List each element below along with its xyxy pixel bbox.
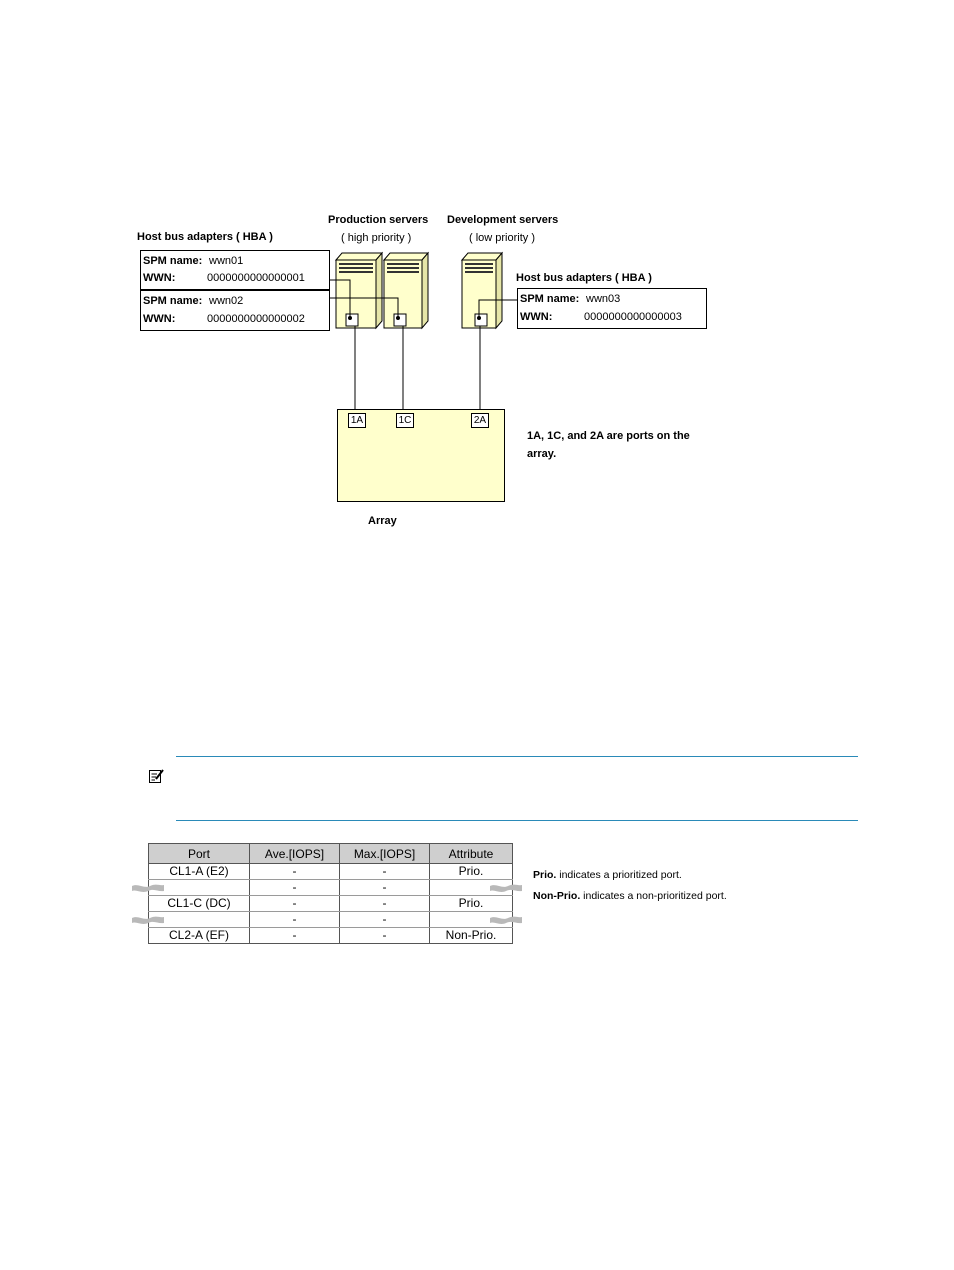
cell-attribute: Prio. (430, 864, 513, 880)
torn-edge-marks (130, 880, 530, 930)
legend-nonprio-text: indicates a non-prioritized port. (580, 890, 727, 902)
spm-name-label: SPM name: (143, 255, 203, 267)
hba-port-1 (346, 314, 358, 326)
array-port-1a: 1A (348, 413, 366, 428)
hba-port-2 (394, 314, 406, 326)
ports-note-line-1: 1A, 1C, and 2A are ports on the (527, 430, 690, 442)
wwn-label: WWN: (143, 272, 176, 284)
hba-left-title: Host bus adapters ( HBA ) (137, 231, 273, 243)
wwn-value: 0000000000000003 (584, 311, 682, 323)
legend-prio-key: Prio. (533, 869, 557, 881)
col-ave-iops: Ave.[IOPS] (250, 844, 340, 864)
legend-prio-text: indicates a prioritized port. (556, 869, 682, 881)
legend-prio (533, 869, 682, 881)
spm-name-value: wwn03 (586, 293, 621, 305)
cell-ave: - (250, 928, 340, 944)
cell-port: CL1-C (DC) (149, 896, 250, 912)
spm-name-value: wwn01 (209, 255, 244, 267)
cell-ave: - (250, 864, 340, 880)
spm-name-label: SPM name: (143, 295, 203, 307)
development-servers-priority: ( low priority ) (469, 232, 536, 244)
note-bottom-rule (176, 820, 858, 821)
wwn-label: WWN: (520, 311, 553, 323)
cell-max: - (340, 896, 430, 912)
hba-port-3 (475, 314, 487, 326)
array-label: Array (368, 515, 397, 527)
legend-nonprio (533, 890, 727, 902)
wwn-value: 0000000000000001 (207, 272, 305, 284)
production-server-1-icon (336, 253, 382, 328)
development-servers-title: Development servers (447, 214, 559, 226)
cell-ave: - (250, 912, 340, 928)
col-port: Port (149, 844, 250, 864)
cell-attribute: Non-Prio. (430, 928, 513, 944)
array-port-2a: 2A (471, 413, 489, 428)
cell-ave: - (250, 896, 340, 912)
spm-name-label: SPM name: (520, 293, 580, 305)
table-row (149, 864, 513, 880)
note-top-rule (176, 756, 858, 757)
col-attribute: Attribute (430, 844, 513, 864)
cell-attribute: Prio. (430, 896, 513, 912)
cell-max: - (340, 880, 430, 896)
legend-nonprio-key: Non-Prio. (533, 890, 581, 902)
note-icon (148, 767, 166, 785)
cell-port: CL1-A (E2) (149, 864, 250, 880)
col-max-iops: Max.[IOPS] (340, 844, 430, 864)
spm-name-value: wwn02 (209, 295, 244, 307)
production-servers-priority: ( high priority ) (341, 232, 412, 244)
storage-array (337, 409, 505, 502)
cell-port: CL2-A (EF) (149, 928, 250, 944)
hba-box-wwn02 (140, 290, 330, 331)
cell-ave: - (250, 880, 340, 896)
hba-right-title: Host bus adapters ( HBA ) (516, 272, 652, 284)
ports-note-line-2: array. (527, 448, 557, 460)
wwn-value: 0000000000000002 (207, 313, 305, 325)
production-servers-title: Production servers (328, 214, 429, 226)
table-header-row (149, 844, 513, 864)
hba-box-wwn03 (517, 288, 707, 329)
array-port-1c: 1C (396, 413, 414, 428)
cell-max: - (340, 912, 430, 928)
wwn-label: WWN: (143, 313, 176, 325)
cell-max: - (340, 864, 430, 880)
hba-box-wwn01 (140, 250, 330, 290)
cell-max: - (340, 928, 430, 944)
